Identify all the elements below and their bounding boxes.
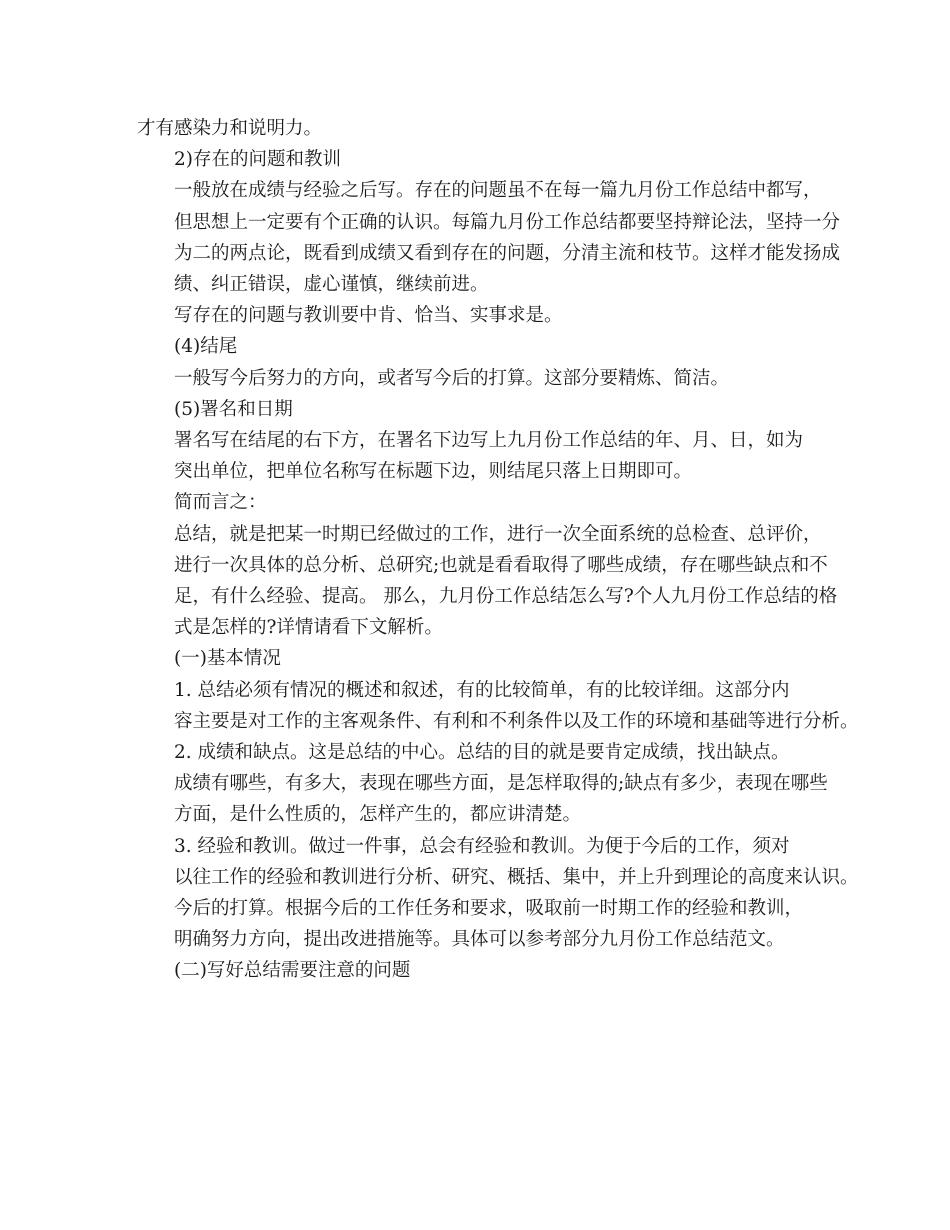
text-line: 1. 总结必须有情况的概述和叙述，有的比较简单，有的比较详细。这部分内 xyxy=(174,679,790,701)
text-line: 绩、纠正错误，虚心谨慎，继续前进。 xyxy=(174,274,489,296)
text-line: 一般写今后努力的方向，或者写今后的打算。这部分要精炼、简洁。 xyxy=(174,367,730,389)
text-line: 总结，就是把某一时期已经做过的工作，进行一次全面系统的总检查、总评价， xyxy=(174,523,822,545)
text-line: 明确努力方向，提出改进措施等。具体可以参考部分九月份工作总结范文。 xyxy=(174,929,785,951)
text-line: 写存在的问题与教训要中肯、恰当、实事求是。 xyxy=(174,305,563,327)
paragraph xyxy=(137,643,827,674)
paragraph xyxy=(137,955,827,986)
text-line: (一)基本情况 xyxy=(174,648,281,670)
text-line: 简而言之： xyxy=(174,492,267,514)
paragraph xyxy=(137,425,827,487)
text-line: 但思想上一定要有个正确的认识。每篇九月份工作总结都要坚持辩论法，坚持一分 xyxy=(174,211,841,233)
text-line: (5)署名和日期 xyxy=(174,398,293,420)
paragraph xyxy=(137,737,827,831)
paragraph xyxy=(137,831,859,893)
paragraph xyxy=(137,487,827,518)
paragraph xyxy=(137,144,827,175)
document-body xyxy=(137,113,859,987)
text-line: 方面，是什么性质的，怎样产生的，都应讲清楚。 xyxy=(174,804,582,826)
paragraph xyxy=(137,363,827,394)
text-line: (二)写好总结需要注意的问题 xyxy=(174,960,411,982)
text-line: 成绩有哪些，有多大，表现在哪些方面，是怎样取得的;缺点有多少，表现在哪些 xyxy=(174,773,828,795)
text-line: 为二的两点论，既看到成绩又看到存在的问题，分清主流和枝节。这样才能发扬成 xyxy=(174,242,841,264)
text-line: 一般放在成绩与经验之后写。存在的问题虽不在每一篇九月份工作总结中都写， xyxy=(174,180,822,202)
text-line: 足，有什么经验、提高。 那么，九月份工作总结怎么写?个人九月份工作总结的格 xyxy=(174,586,838,608)
text-line: 2. 成绩和缺点。这是总结的中心。总结的目的就是要肯定成绩，找出缺点。 xyxy=(174,742,790,764)
text-line: 2)存在的问题和教训 xyxy=(174,149,341,171)
text-line: 式是怎样的?详情请看下文解析。 xyxy=(174,617,443,639)
text-line: 突出单位，把单位名称写在标题下边，则结尾只落上日期即可。 xyxy=(174,461,693,483)
text-line: 署名写在结尾的右下方，在署名下边写上九月份工作总结的年、月、日，如为 xyxy=(174,430,804,452)
paragraph xyxy=(137,675,859,737)
paragraph xyxy=(137,175,841,300)
paragraph xyxy=(137,893,827,955)
paragraph xyxy=(137,113,827,144)
text-line: (4)结尾 xyxy=(174,336,238,358)
text-line: 才有感染力和说明力。 xyxy=(137,118,323,139)
paragraph xyxy=(137,519,838,644)
text-line: 容主要是对工作的主客观条件、有利和不利条件以及工作的环境和基础等进行分析。 xyxy=(174,710,859,732)
text-line: 3. 经验和教训。做过一件事，总会有经验和教训。为便于今后的工作，须对 xyxy=(174,835,790,857)
text-line: 以往工作的经验和教训进行分析、研究、概括、集中，并上升到理论的高度来认识。 xyxy=(174,866,859,888)
paragraph xyxy=(137,394,827,425)
paragraph xyxy=(137,331,827,362)
paragraph xyxy=(137,300,827,331)
text-line: 进行一次具体的总分析、总研究;也就是看看取得了哪些成绩，存在哪些缺点和不 xyxy=(174,554,828,576)
text-line: 今后的打算。根据今后的工作任务和要求，吸取前一时期工作的经验和教训， xyxy=(174,898,804,920)
